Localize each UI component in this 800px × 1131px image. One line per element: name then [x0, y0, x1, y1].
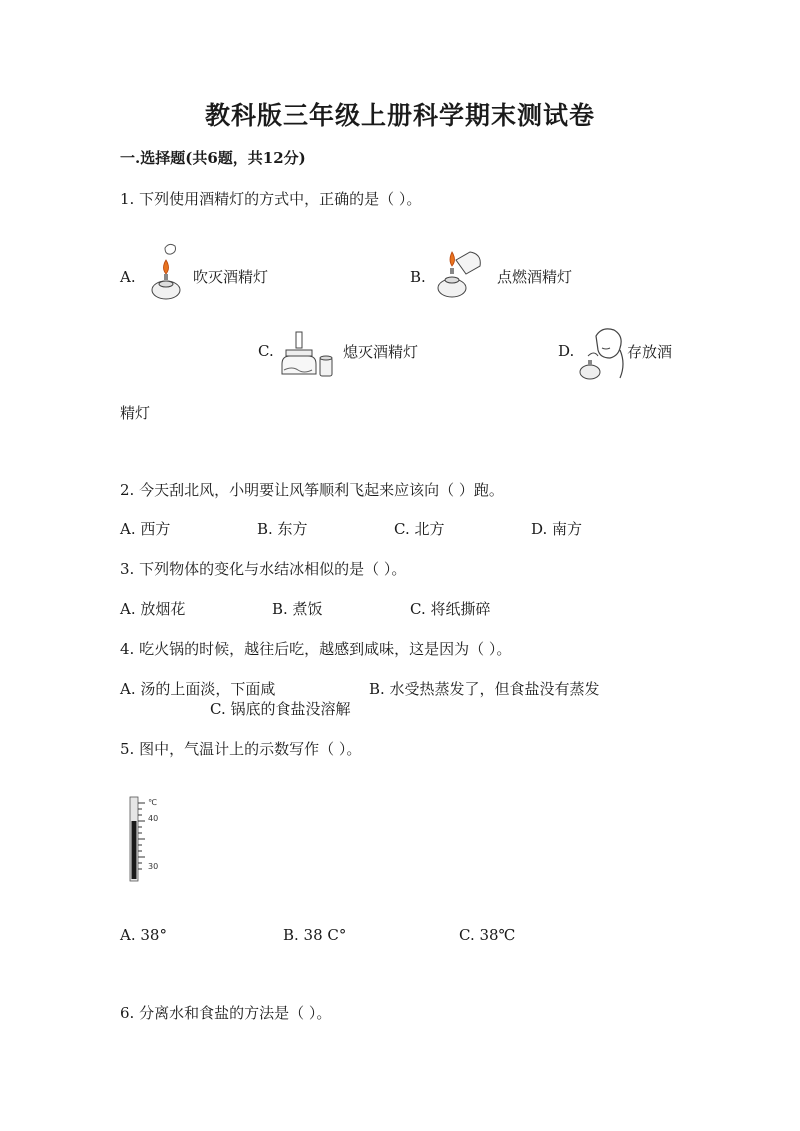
q3-option-c: C. 将纸撕碎	[410, 600, 491, 618]
q2-option-c: C. 北方	[394, 520, 445, 538]
q1-option-a-text: 吹灭酒精灯	[193, 268, 269, 286]
question-5-stem: 5. 图中，气温计上的示数写作（ ）。	[120, 740, 362, 758]
light-lamp-with-lamp-image	[432, 244, 492, 302]
q5-option-c: C. 38℃	[459, 926, 516, 944]
thermometer-label-top: 40	[148, 814, 159, 823]
q1-option-d-letter: D.	[558, 342, 575, 360]
q1-option-c-letter: C.	[258, 342, 274, 360]
q4-option-a: A. 汤的上面淡，下面咸	[120, 680, 276, 698]
thermometer-label-bottom: 30	[148, 862, 159, 871]
q1-option-b-text: 点燃酒精灯	[497, 268, 573, 286]
section-heading: 一.选择题(共6题，共12分)	[120, 149, 306, 167]
q3-option-b: B. 煮饭	[272, 600, 323, 618]
q4-option-c: C. 锅底的食盐没溶解	[210, 700, 351, 718]
page-title: 教科版三年级上册科学期末测试卷	[204, 101, 595, 130]
blow-out-lamp-image	[145, 242, 187, 302]
q1-option-c-text: 熄灭酒精灯	[343, 343, 419, 361]
q1-option-b-letter: B.	[410, 268, 426, 286]
q2-option-b: B. 东方	[257, 520, 308, 538]
q2-option-a: A. 西方	[120, 520, 171, 538]
question-6-stem: 6. 分离水和食盐的方法是（ ）。	[120, 1004, 332, 1022]
extinguish-lamp-with-cap-image	[278, 330, 338, 382]
thermometer-image	[128, 795, 176, 885]
thermometer-unit: ℃	[148, 798, 157, 807]
q4-option-b: B. 水受热蒸发了，但食盐没有蒸发	[369, 680, 600, 698]
q1-option-d-text-continued: 精灯	[120, 404, 151, 422]
q5-option-b: B. 38 C°	[283, 926, 347, 944]
question-2-stem: 2. 今天刮北风，小明要让风筝顺利飞起来应该向（ ）跑。	[120, 481, 504, 499]
store-lamp-image	[576, 326, 628, 382]
question-4-stem: 4. 吃火锅的时候，越往后吃，越感到咸味，这是因为（ ）。	[120, 640, 512, 658]
q1-option-d-text: 存放酒	[627, 343, 673, 361]
q5-option-a: A. 38°	[120, 926, 167, 944]
question-1-stem: 1. 下列使用酒精灯的方式中，正确的是（ ）。	[120, 190, 422, 208]
q2-option-d: D. 南方	[531, 520, 583, 538]
q3-option-a: A. 放烟花	[120, 600, 186, 618]
question-3-stem: 3. 下列物体的变化与水结冰相似的是（ ）。	[120, 560, 407, 578]
q1-option-a-letter: A.	[120, 268, 136, 286]
